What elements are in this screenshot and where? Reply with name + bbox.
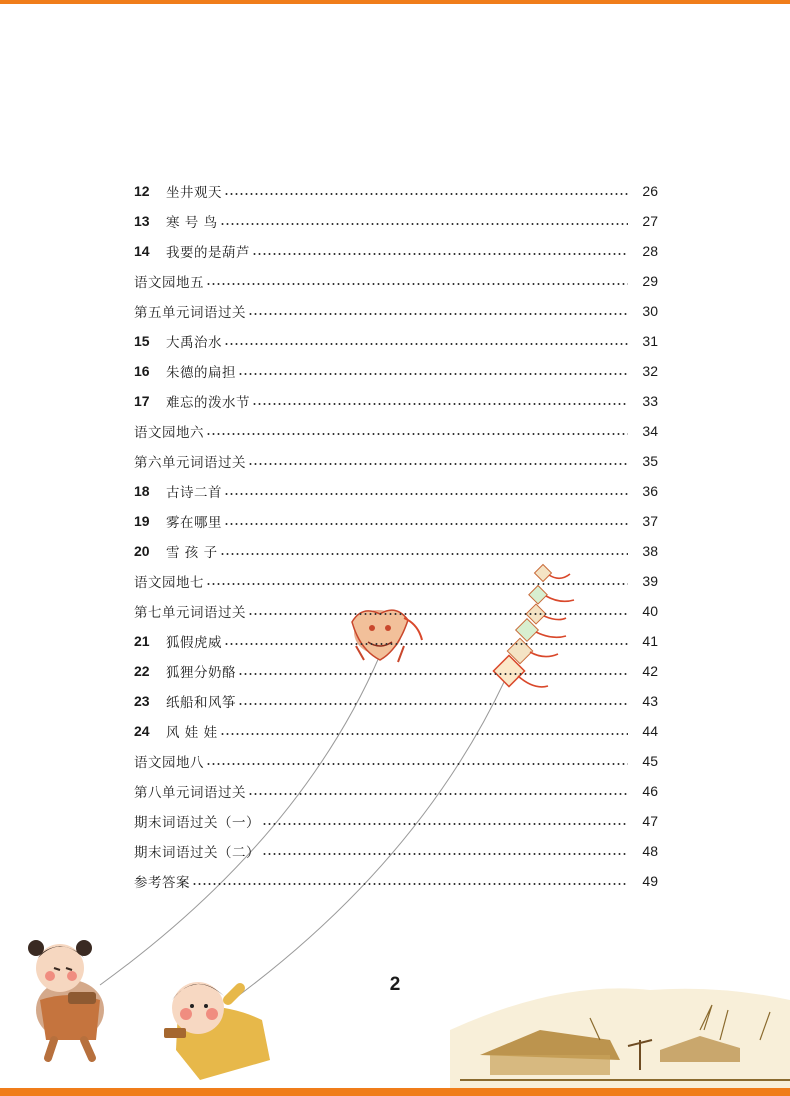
toc-number: 22 — [134, 663, 150, 679]
toc-page: 30 — [642, 303, 658, 319]
toc-title: 风 娃 娃 — [166, 725, 218, 741]
child-right-icon — [164, 982, 270, 1080]
toc-leader-dots — [248, 613, 628, 615]
toc-title: 语文园地五 — [134, 275, 204, 291]
toc-number: 14 — [134, 243, 150, 259]
toc-leader-dots — [206, 583, 628, 585]
toc-leader-dots — [206, 433, 628, 435]
toc-leader-dots — [248, 463, 628, 465]
toc-title: 第七单元词语过关 — [134, 605, 246, 621]
toc-row[interactable] — [134, 446, 658, 476]
toc-page: 41 — [642, 633, 658, 649]
toc-page: 40 — [642, 603, 658, 619]
toc-row[interactable] — [134, 806, 658, 836]
toc-title: 语文园地六 — [134, 425, 204, 441]
toc-leader-dots — [224, 643, 628, 645]
toc-leader-dots — [262, 853, 628, 855]
toc-row[interactable] — [134, 476, 658, 506]
table-of-contents — [134, 176, 658, 896]
toc-page: 27 — [642, 213, 658, 229]
toc-leader-dots — [238, 373, 628, 375]
toc-row[interactable] — [134, 416, 658, 446]
toc-number: 19 — [134, 513, 150, 529]
toc-title: 语文园地七 — [134, 575, 204, 591]
toc-row[interactable] — [134, 716, 658, 746]
toc-title: 参考答案 — [134, 875, 190, 891]
toc-title: 朱德的扁担 — [166, 365, 236, 381]
toc-leader-dots — [220, 553, 628, 555]
toc-number: 17 — [134, 393, 150, 409]
toc-title: 语文园地八 — [134, 755, 204, 771]
toc-page: 43 — [642, 693, 658, 709]
toc-leader-dots — [220, 733, 628, 735]
toc-number: 13 — [134, 213, 150, 229]
toc-leader-dots — [224, 523, 628, 525]
toc-number: 16 — [134, 363, 150, 379]
toc-page: 42 — [642, 663, 658, 679]
toc-leader-dots — [248, 793, 628, 795]
toc-row[interactable] — [134, 836, 658, 866]
village-scene-icon — [450, 988, 790, 1088]
toc-row[interactable] — [134, 626, 658, 656]
toc-leader-dots — [224, 493, 628, 495]
toc-number: 20 — [134, 543, 150, 559]
toc-title: 坐井观天 — [166, 185, 222, 201]
toc-row[interactable] — [134, 866, 658, 896]
toc-title: 纸船和风筝 — [166, 695, 236, 711]
toc-row[interactable] — [134, 656, 658, 686]
toc-page: 29 — [642, 273, 658, 289]
toc-page: 48 — [642, 843, 658, 859]
toc-title: 雾在哪里 — [166, 515, 222, 531]
toc-leader-dots — [224, 343, 628, 345]
toc-page: 47 — [642, 813, 658, 829]
toc-number: 23 — [134, 693, 150, 709]
toc-page: 37 — [642, 513, 658, 529]
toc-number: 18 — [134, 483, 150, 499]
toc-leader-dots — [238, 703, 628, 705]
toc-leader-dots — [262, 823, 628, 825]
toc-title: 第五单元词语过关 — [134, 305, 246, 321]
toc-number: 21 — [134, 633, 150, 649]
toc-title: 期末词语过关（一） — [134, 815, 260, 831]
toc-title: 我要的是葫芦 — [166, 245, 250, 261]
toc-page: 44 — [642, 723, 658, 739]
toc-row[interactable] — [134, 266, 658, 296]
page-number: 2 — [389, 974, 401, 995]
toc-page: 36 — [642, 483, 658, 499]
toc-title: 第六单元词语过关 — [134, 455, 246, 471]
toc-page: 28 — [642, 243, 658, 259]
toc-title: 狐狸分奶酪 — [166, 665, 236, 681]
toc-title: 寒 号 鸟 — [166, 215, 218, 231]
toc-page: 34 — [642, 423, 658, 439]
toc-row[interactable] — [134, 176, 658, 206]
toc-row[interactable] — [134, 566, 658, 596]
toc-page: 46 — [642, 783, 658, 799]
toc-row[interactable] — [134, 356, 658, 386]
toc-row[interactable] — [134, 206, 658, 236]
toc-title: 期末词语过关（二） — [134, 845, 260, 861]
toc-title: 难忘的泼水节 — [166, 395, 250, 411]
bottom-orange-border — [0, 1088, 790, 1096]
toc-row[interactable] — [134, 386, 658, 416]
toc-page: 26 — [642, 183, 658, 199]
toc-page: 35 — [642, 453, 658, 469]
toc-number: 15 — [134, 333, 150, 349]
toc-page: 49 — [642, 873, 658, 889]
toc-page: 45 — [642, 753, 658, 769]
toc-row[interactable] — [134, 296, 658, 326]
toc-leader-dots — [206, 283, 628, 285]
toc-row[interactable] — [134, 506, 658, 536]
toc-leader-dots — [206, 763, 628, 765]
toc-row[interactable] — [134, 746, 658, 776]
toc-leader-dots — [192, 883, 628, 885]
toc-row[interactable] — [134, 596, 658, 626]
toc-row[interactable] — [134, 326, 658, 356]
toc-number: 24 — [134, 723, 150, 739]
toc-row[interactable] — [134, 536, 658, 566]
child-left-icon — [28, 940, 104, 1058]
toc-row[interactable] — [134, 686, 658, 716]
toc-row[interactable] — [134, 776, 658, 806]
toc-title: 大禹治水 — [166, 335, 222, 351]
toc-leader-dots — [252, 403, 628, 405]
toc-title: 雪 孩 子 — [166, 545, 218, 561]
toc-leader-dots — [252, 253, 628, 255]
toc-page: 39 — [642, 573, 658, 589]
toc-leader-dots — [238, 673, 628, 675]
toc-row[interactable] — [134, 236, 658, 266]
toc-page: 38 — [642, 543, 658, 559]
toc-leader-dots — [224, 193, 628, 195]
toc-leader-dots — [248, 313, 628, 315]
toc-title: 狐假虎威 — [166, 635, 222, 651]
toc-leader-dots — [220, 223, 628, 225]
toc-title: 第八单元词语过关 — [134, 785, 246, 801]
toc-page: 33 — [642, 393, 658, 409]
toc-page: 32 — [642, 363, 658, 379]
toc-page: 31 — [642, 333, 658, 349]
toc-title: 古诗二首 — [166, 485, 222, 501]
toc-number: 12 — [134, 183, 150, 199]
